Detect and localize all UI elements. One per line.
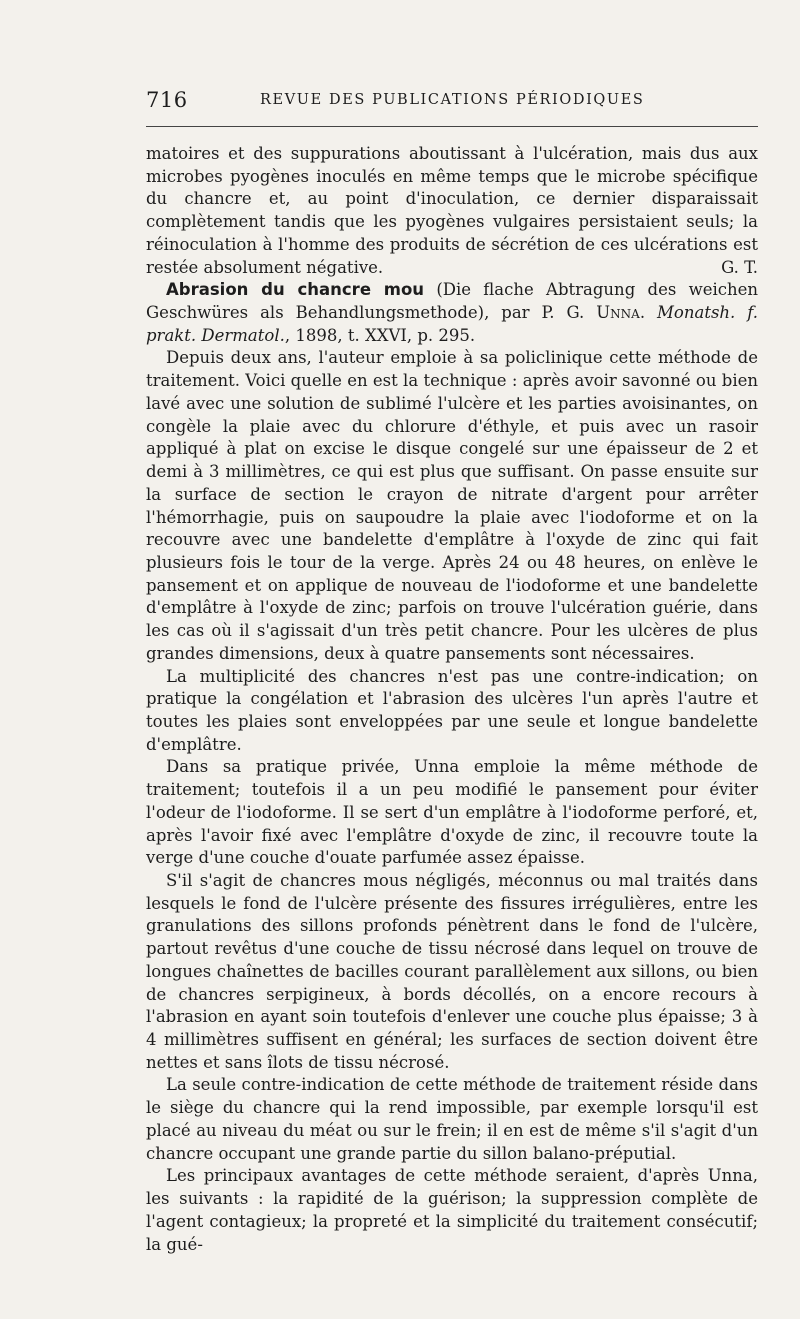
page-header bbox=[146, 88, 758, 118]
paragraph: La multiplicité des chancres n'est pas une contre-indication; on pratique la congélation et l'abrasion des ulcères l'un après l'autre et toutes les plaies sont enveloppées par une seule et longue bandelette d'emplâtre. bbox=[146, 666, 758, 754]
paragraph: Dans sa pratique privée, Unna emploie la même méthode de traitement; toutefois il a un peu modifié le pansement pour éviter l'odeur de l'iodoforme. Il se sert d'un emplâtre à l'iodoforme perforé, et, après l'avoir fixé avec l'emplâtre d'oxyde de zinc, il recouvre toute la verge d'une couche d'ouate parfumée assez épaisse. bbox=[146, 757, 758, 868]
article-author: Unna bbox=[596, 303, 640, 323]
paragraph: Depuis deux ans, l'auteur emploie à sa policlinique cette méthode de traitement. Voici quelle en est la technique : après avoir savonné ou bien lavé avec une solution de sublimé l'ulcère et les parties avoisinantes, on congèle la plaie avec du chlorure d'éthyle, et puis avec un rasoir appliqué à plat on excise le disque congelé sur une épaisseur de 2 et demi à 3 millimètres, ce qui est plus que suffisant. On passe ensuite sur la surface de section le crayon de nitrate d'argent pour arrêter l'hémorrhagie, puis on saupoudre la plaie avec l'iodoforme et on la recouvre avec une bandelette d'emplâtre à l'oxyde de zinc qui fait plusieurs fois le tour de la verge. Après 24 ou 48 heures, on enlève le pansement et on applique de nouveau de l'iodoforme et une bandelette d'emplâtre à l'oxyde de zinc; parfois on trouve l'ulcération guérie, dans les cas où il s'agissait d'un très petit chancre. Pour les ulcères de plus grandes dimensions, deux à quatre pansements sont nécessaires. bbox=[146, 348, 758, 663]
article-sep: . bbox=[639, 303, 658, 323]
signature: G. T. bbox=[721, 257, 758, 277]
paragraph: S'il s'agit de chancres mous négligés, méconnus ou mal traités dans lesquels le fond de l'ulcère présente des fissures irrégulières, entre les granulations des sillons profonds pénètrent dans le fond de l'ulcère, partout revêtus d'une couche de tissu nécrosé dans lequel on trouve de longues chaînettes de bacilles courant parallèlement aux sillons, ou bien de chancres serpigineux, à bords décollés, on a encore recours à l'abrasion en ayant soin toutefois d'enlever une couche plus épaisse; 3 à 4 millimètres suffisent en général; les surfaces de section doivent être nettes et sans îlots de tissu nécrosé. bbox=[146, 871, 758, 1072]
article-journal: Monatsh. f. prakt. Dermatol. bbox=[146, 303, 759, 345]
page-body bbox=[146, 143, 758, 1256]
article-citation: , 1898, t. XXVI, p. 295. bbox=[284, 325, 476, 345]
running-title: REVUE DES PUBLICATIONS PÉRIODIQUES bbox=[260, 92, 645, 108]
continuation-paragraph bbox=[146, 143, 758, 279]
paragraph: Les principaux avantages de cette méthode seraient, d'après Unna, les suivants : la rapidité de la guérison; la suppression complète de l'agent contagieux; la propreté et la simplicité du traitement consécutif; la gué- bbox=[146, 1166, 758, 1254]
article-heading bbox=[146, 279, 758, 347]
continuation-text: matoires et des suppurations aboutissant à l'ulcération, mais dus aux microbes pyogènes inoculés en même temps que le microbe spécifique du chancre et, au point d'inoculation, ce dernier disparaissait complètement tandis que les pyogènes vulgaires persistaient seuls; la réinoculation à l'homme des produits de sécrétion de ces ulcérations est restée absolument négative. bbox=[146, 144, 758, 277]
header-rule bbox=[146, 126, 758, 127]
article-title: Abrasion du chancre mou bbox=[166, 280, 425, 300]
paragraph: La seule contre-indication de cette méthode de traitement réside dans le siège du chancre qui la rend impossible, par exemple lorsqu'il est placé au niveau du méat ou sur le frein; il en est de même s'il s'agit d'un chancre occupant une grande partie du sillon balano-préputial. bbox=[146, 1075, 758, 1163]
page-number: 716 bbox=[146, 88, 188, 112]
article-subtitle: (Die flache Abtragung des weichen Geschwüres als Behandlungsmethode), par P. G. bbox=[146, 280, 758, 323]
